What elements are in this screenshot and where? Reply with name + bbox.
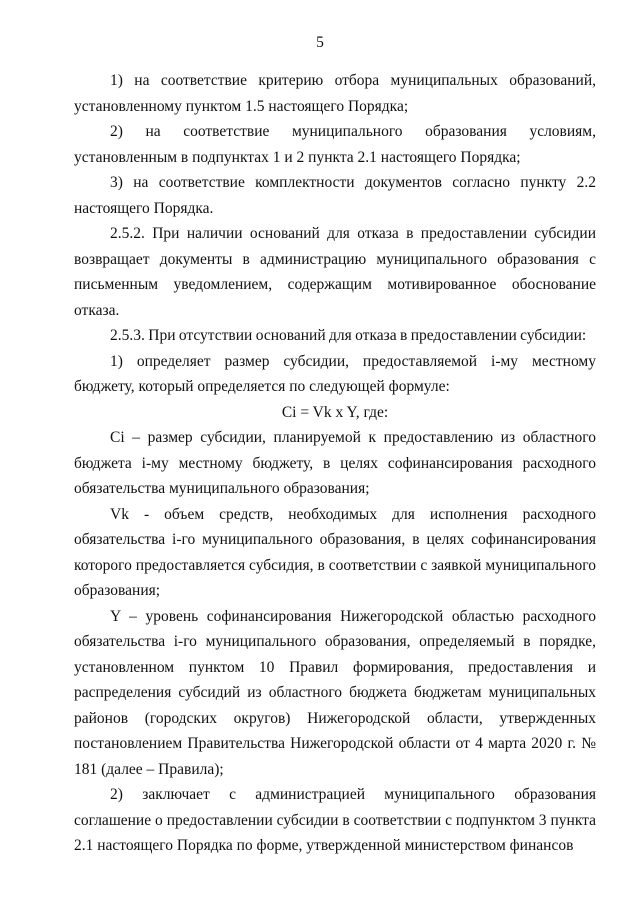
formula: Ci = Vk x Y, где: bbox=[281, 403, 389, 421]
paragraph-criteria: 1) на соответствие критерию отбора муниципальных образований, установленному пунктом 1.5 настоящего Порядка; bbox=[74, 72, 596, 115]
paragraph-agreement: 2) заключает с администрацией муниципального образования соглашение о предоставлении субсидии в соответствии с подпунктом 3 пункта 2.1 настоящего Порядка по форме, утвержденной министерством финансов bbox=[74, 786, 596, 854]
paragraph-completeness: 3) на соответствие комплектности документов согласно пункту 2.2 настоящего Порядка. bbox=[74, 174, 596, 217]
paragraph-conditions: 2) на соответствие муниципального образования условиям, установленным в подпунктах 1 и 2 пункта 2.1 настоящего Порядка; bbox=[74, 123, 596, 166]
paragraph-2-5-2: 2.5.2. При наличии оснований для отказа в предоставлении субсидии возвращает документы в администрацию муниципального образования с письменным уведомлением, содержащим мотивированное обоснование отказа. bbox=[74, 225, 596, 319]
paragraph-2-5-3: 2.5.3. При отсутствии оснований для отказа в предоставлении субсидии: bbox=[110, 327, 587, 344]
paragraph-y-definition: Y – уровень софинансирования Нижегородской областью расходного обязательства i-го муниципального образования, определяемый в порядке, установленном пунктом 10 Правил формирования, предоставления и распределения субсидий из областного бюджета бюджетам муниципальных районов (городских округов) Нижегородской области, утвержденных постановлением Правительства Нижегородской области от 4 марта 2020 г. № 181 (далее – Правила); bbox=[74, 607, 596, 778]
paragraph-ci-definition: Ci – размер субсидии, планируемой к предоставлению из областного бюджета i-му местному бюджету, в целях софинансирования расходного обязательства муниципального образования; bbox=[74, 429, 596, 497]
paragraph-vk-definition: Vk - объем средств, необходимых для исполнения расходного обязательства i-го муниципального образования, в целях софинансирования которого предоставляется субсидия, в соответствии с заявкой муниципального образования; bbox=[74, 505, 596, 599]
page-number: 5 bbox=[316, 34, 324, 51]
document-body bbox=[74, 68, 596, 859]
paragraph-determine-size: 1) определяет размер субсидии, предоставляемой i-му местному бюджету, который определяется по следующей формуле: bbox=[74, 352, 596, 395]
